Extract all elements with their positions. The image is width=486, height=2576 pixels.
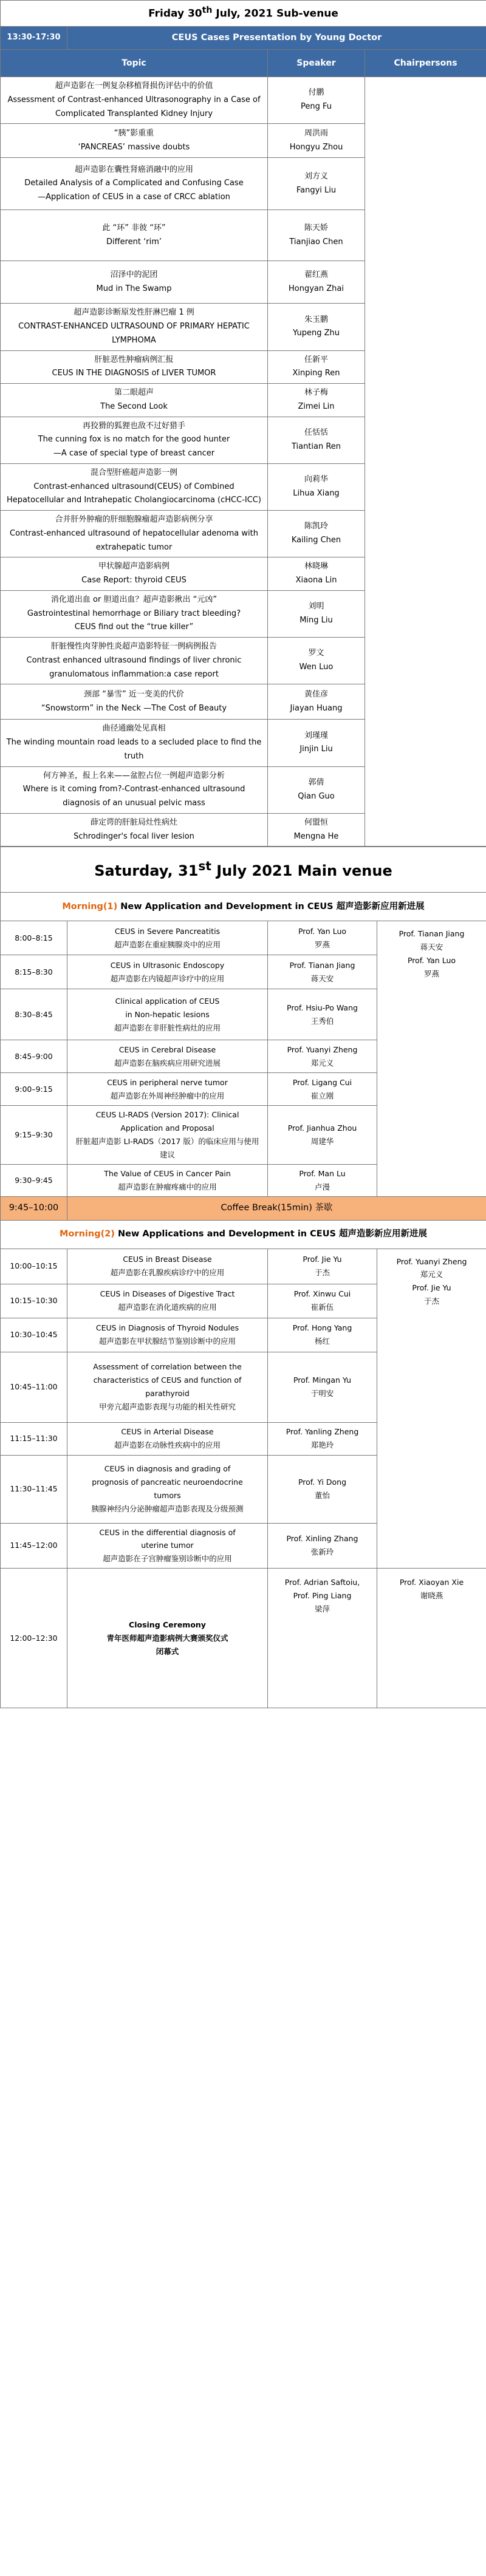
friday.rows.14.topic-line: “Snowstorm” in the Neck —The Cost of Beauty xyxy=(41,703,227,713)
chairpersons-cell xyxy=(377,1249,486,1569)
saturday.s1rows.6.speaker-line: 卢漫 xyxy=(314,1182,330,1191)
friday.rows.7.topic-line: 第二眼超声 xyxy=(114,388,154,397)
friday.rows.10.topic-line: 合并肝外肿瘤的肝细胞腺瘤超声造影病例分享 xyxy=(55,515,213,524)
speaker-cell xyxy=(268,1569,377,1708)
saturday.s2rows.6.topic-line: CEUS in the differential diagnosis of xyxy=(99,1527,236,1537)
saturday.closing.speaker-line: 梁萍 xyxy=(314,1604,330,1613)
header-chairpersons: Chairpersons xyxy=(365,50,486,77)
friday.rows.13.topic-line: Contrast enhanced ultrasound findings of liver chronic granulomatous inflammation:a case report xyxy=(26,655,242,679)
saturday.s1chairs-line: 蒋天安 xyxy=(420,942,443,952)
friday.rows.6.topic-line: CEUS IN THE DIAGNOSIS of LIVER TUMOR xyxy=(52,369,216,378)
speaker-cell xyxy=(268,766,365,813)
time-cell: 11:15–11:30 xyxy=(1,1422,67,1455)
coffee-label: Coffee Break(15min) 茶歇 xyxy=(67,1196,486,1220)
saturday.s1rows.0.topic-line: 超声造影在重症胰腺炎中的应用 xyxy=(114,939,221,949)
saturday.s1rows.1.speaker-line: Prof. Tianan Jiang xyxy=(289,960,355,970)
saturday.s2rows.5.topic-line: tumors xyxy=(154,1491,181,1500)
saturday.s1rows.2.topic-line: in Non-hepatic lesions xyxy=(125,1009,210,1019)
topic-cell xyxy=(1,350,268,384)
table-row xyxy=(1,921,486,955)
session2-title xyxy=(1,1220,486,1249)
friday.rows.10.topic-line: Contrast-enhanced ultrasound of hepatocellular adenoma with extrahepatic tumor xyxy=(10,528,258,552)
friday-title xyxy=(1,1,486,27)
friday.rows.12.topic-line: 消化道出血 or 胆道出血？超声造影揪出 “元凶” xyxy=(50,595,217,604)
friday.rows.11.topic-line: Case Report: thyroid CEUS xyxy=(81,576,187,585)
saturday.s2rows.0.speaker-line: Prof. Jie Yu xyxy=(303,1255,342,1264)
speaker-cell xyxy=(268,720,365,766)
topic-cell xyxy=(1,511,268,557)
speaker-cell xyxy=(268,590,365,637)
friday-session-time: 13:30-17:30 xyxy=(1,27,67,50)
topic-cell xyxy=(67,1422,268,1455)
friday-title-sup: th xyxy=(202,5,213,16)
speaker-cell xyxy=(268,304,365,350)
friday.rows.13.speaker-line: 罗文 xyxy=(308,649,324,658)
friday.rows.12.topic-line: CEUS find out the “true killer” xyxy=(74,622,194,632)
session2-text: New Applications and Development in CEUS 超声造影新应用新进展 xyxy=(114,1228,427,1239)
speaker-cell xyxy=(268,1106,377,1165)
saturday.s1rows.1.topic-line: CEUS in Ultrasonic Endoscopy xyxy=(110,960,225,970)
saturday.s2rows.0.speaker-line: 于杰 xyxy=(314,1268,330,1277)
saturday.s1rows.5.topic-line: 肝脏超声造影 LI-RADS（2017 版）的临床应用与使用建议 xyxy=(75,1137,259,1159)
friday.rows.5.topic-line: 超声造影诊断原发性肝淋巴瘤 1 例 xyxy=(74,308,194,318)
friday.rows.17.topic-line: Schrodinger's focal liver lesion xyxy=(74,831,194,841)
saturday.s2rows.3.topic-line: Assessment of correlation between the xyxy=(93,1362,242,1372)
topic-cell xyxy=(1,77,268,124)
saturday.s2chairs-line: 于杰 xyxy=(424,1297,440,1306)
topic-cell xyxy=(67,989,268,1040)
topic-cell xyxy=(1,158,268,210)
topic-cell xyxy=(67,1073,268,1106)
topic-cell xyxy=(67,1040,268,1073)
friday.rows.9.speaker-line: 向莉华 xyxy=(304,475,328,485)
friday.rows.0.speaker-line: Peng Fu xyxy=(300,102,332,112)
time-cell: 11:45–12:00 xyxy=(1,1523,67,1569)
topic-cell xyxy=(67,1284,268,1318)
saturday.closing.speaker-line: Prof. Ping Liang xyxy=(293,1591,352,1600)
speaker-cell xyxy=(268,1455,377,1523)
saturday.s2rows.2.speaker-line: Prof. Hong Yang xyxy=(292,1323,352,1333)
saturday.s1rows.2.topic-line: 超声造影在非肝脏性病灶的应用 xyxy=(114,1023,221,1032)
friday.rows.11.topic-line: 甲状腺超声造影病例 xyxy=(98,562,169,571)
saturday.s1rows.5.topic-line: Application and Proposal xyxy=(120,1123,214,1133)
saturday.s2rows.5.speaker-line: 董怡 xyxy=(314,1491,330,1500)
saturday.s1rows.2.speaker-line: Prof. Hsiu-Po Wang xyxy=(287,1003,358,1012)
speaker-cell xyxy=(268,921,377,955)
friday.rows.12.speaker-line: Ming Liu xyxy=(299,615,333,625)
friday.rows.0.topic-line: 超声造影在一例复杂移植肾损伤评估中的价值 xyxy=(55,81,213,90)
saturday.s2chairs-line: Prof. Jie Yu xyxy=(412,1283,451,1293)
saturday.s2rows.3.speaker-line: 于明安 xyxy=(310,1389,334,1398)
friday.rows.8.topic-line: The cunning fox is no match for the good hunter xyxy=(38,435,230,445)
time-cell: 9:15–9:30 xyxy=(1,1106,67,1165)
friday.rows.6.topic-line: 肝脏恶性肿瘤病例汇报 xyxy=(94,355,174,364)
saturday.s2rows.5.topic-line: prognosis of pancreatic neuroendocrine xyxy=(92,1477,243,1487)
friday.rows.7.speaker-line: 林子梅 xyxy=(304,388,328,397)
speaker-cell xyxy=(268,511,365,557)
saturday.closing.chairs-line: Prof. Xiaoyan Xie xyxy=(399,1578,464,1587)
saturday.s2rows.3.speaker-line: Prof. Mingan Yu xyxy=(293,1375,352,1385)
saturday.s2rows.6.topic-line: uterine tumor xyxy=(141,1541,194,1550)
friday.rows.13.speaker-line: Wen Luo xyxy=(299,663,334,672)
friday.rows.9.topic-line: Contrast-enhanced ultrasound(CEUS) of Combined Hepatocellular and Intrahepatic Cholangiocarcinoma (cHCC-ICC) xyxy=(7,482,261,505)
speaker-cell xyxy=(268,1073,377,1106)
friday.rows.13.topic-line: 肝脏慢性肉芽肿性炎超声造影特征一例病例报告 xyxy=(50,642,217,651)
topic-cell xyxy=(1,261,268,304)
session1-label: Morning(1) xyxy=(62,901,118,911)
saturday.s1rows.0.topic-line: CEUS in Severe Pancreatitis xyxy=(114,926,221,936)
saturday-title-sup: st xyxy=(198,859,211,874)
friday-header-row xyxy=(1,50,486,77)
topic-cell xyxy=(1,813,268,847)
saturday.s2rows.4.speaker-line: Prof. Yanling Zheng xyxy=(286,1427,359,1437)
chairpersons-cell xyxy=(377,921,486,1196)
friday.rows.16.topic-line: Where is it coming from?-Contrast-enhanced ultrasound diagnosis of an unusual pelvic mass xyxy=(22,785,245,808)
friday.rows.17.topic-line: 薛定谔的肝脏局灶性病灶 xyxy=(90,817,177,827)
saturday.s2rows.4.topic-line: 超声造影在动脉性疾病中的应用 xyxy=(114,1440,221,1450)
chairpersons-cell xyxy=(365,77,486,847)
coffee-break-row xyxy=(1,1196,486,1220)
speaker-cell xyxy=(268,1523,377,1569)
friday.rows.11.speaker-line: Xiaona Lin xyxy=(295,576,337,585)
saturday.s1rows.6.speaker-line: Prof. Man Lu xyxy=(299,1168,346,1178)
speaker-cell xyxy=(268,463,365,510)
topic-cell xyxy=(67,1249,268,1284)
speaker-cell xyxy=(268,384,365,417)
saturday.s2rows.3.topic-line: characteristics of CEUS and function of xyxy=(93,1375,242,1385)
friday.rows.12.topic-line: Gastrointestinal hemorrhage or Biliary tract bleeding? xyxy=(27,608,241,618)
saturday.s2rows.4.speaker-line: 郑艳玲 xyxy=(310,1440,334,1450)
closing-row xyxy=(1,1569,486,1708)
saturday-table xyxy=(0,847,486,1708)
topic-cell xyxy=(1,463,268,510)
saturday.s2rows.2.speaker-line: 杨红 xyxy=(314,1337,330,1346)
saturday.s1rows.5.topic-line: CEUS LI-RADS (Version 2017): Clinical xyxy=(95,1110,239,1120)
speaker-cell xyxy=(268,813,365,847)
speaker-cell xyxy=(268,1352,377,1422)
saturday.s1rows.4.speaker-line: Prof. Ligang Cui xyxy=(292,1077,352,1087)
speaker-cell xyxy=(268,124,365,158)
friday.rows.0.speaker-line: 付鹏 xyxy=(308,88,324,98)
topic-cell xyxy=(67,1318,268,1352)
saturday.s1rows.1.speaker-line: 蒋天安 xyxy=(310,973,334,983)
friday.rows.14.speaker-line: Jiayan Huang xyxy=(290,703,343,713)
friday.rows.15.speaker-line: Jinjin Liu xyxy=(299,745,333,754)
saturday.closing.topic-line: 闭幕式 xyxy=(156,1646,179,1656)
saturday.s2rows.2.topic-line: CEUS in Diagnosis of Thyroid Nodules xyxy=(95,1323,239,1333)
speaker-cell xyxy=(268,1422,377,1455)
topic-cell xyxy=(1,684,268,720)
friday.rows.6.speaker-line: 任新平 xyxy=(304,355,328,364)
friday-title-row xyxy=(1,1,486,27)
topic-cell xyxy=(1,384,268,417)
saturday.s1chairs-line: Prof. Tianan Jiang xyxy=(399,929,465,939)
friday.rows.3.speaker-line: Tianjiao Chen xyxy=(289,237,343,247)
topic-cell xyxy=(67,1523,268,1569)
topic-cell xyxy=(1,720,268,766)
saturday.s2rows.3.topic-line: parathyroid xyxy=(145,1389,190,1398)
saturday.closing.topic-line: 青年医师超声造影病例大赛颁奖仪式 xyxy=(106,1633,228,1643)
friday.rows.4.topic-line: 沼泽中的泥团 xyxy=(110,270,158,279)
saturday.s1rows.3.speaker-line: Prof. Yuanyi Zheng xyxy=(287,1044,358,1054)
topic-cell xyxy=(1,557,268,591)
time-cell: 9:00–9:15 xyxy=(1,1073,67,1106)
friday.rows.9.speaker-line: Lihua Xiang xyxy=(293,488,340,498)
session1-title-row xyxy=(1,893,486,921)
speaker-cell xyxy=(268,638,365,684)
table-row xyxy=(1,77,486,124)
saturday.s2rows.2.topic-line: 超声造影在甲状腺结节鉴别诊断中的应用 xyxy=(98,1337,236,1346)
speaker-cell xyxy=(268,77,365,124)
speaker-cell xyxy=(268,1249,377,1284)
time-cell: 8:30–8:45 xyxy=(1,989,67,1040)
topic-cell xyxy=(1,124,268,158)
topic-cell xyxy=(67,1106,268,1165)
saturday-title-row xyxy=(1,847,486,893)
saturday.s2rows.6.topic-line: 超声造影在子宫肿瘤鉴别诊断中的应用 xyxy=(103,1554,232,1564)
topic-cell xyxy=(67,921,268,955)
saturday.s1rows.3.topic-line: 超声造影在脑疾病应用研究进展 xyxy=(114,1058,221,1068)
saturday.s2rows.5.speaker-line: Prof. Yi Dong xyxy=(298,1477,347,1487)
saturday.s1chairs-line: 罗燕 xyxy=(424,969,440,978)
friday.rows.16.speaker-line: 郭倩 xyxy=(308,777,324,787)
time-cell: 10:45–11:00 xyxy=(1,1352,67,1422)
time-cell: 10:15–10:30 xyxy=(1,1284,67,1318)
friday.rows.14.topic-line: 颈部 “暴雪” 近一变美的代价 xyxy=(84,690,184,699)
friday-title-pre: Friday 30 xyxy=(148,7,202,20)
friday.rows.2.topic-line: Detailed Analysis of a Complicated and Confusing Case xyxy=(24,179,244,188)
saturday-title-post: July 2021 Main venue xyxy=(211,862,392,880)
speaker-cell xyxy=(268,989,377,1040)
friday.rows.8.topic-line: 再狡猾的狐狸也敌不过好猎手 xyxy=(82,421,185,431)
friday.rows.15.topic-line: The winding mountain road leads to a secluded place to find the truth xyxy=(6,738,262,761)
friday.rows.15.topic-line: 曲径通幽处见真相 xyxy=(102,724,166,734)
saturday.s1rows.2.speaker-line: 王秀伯 xyxy=(310,1016,334,1026)
topic-cell xyxy=(1,304,268,350)
friday.rows.12.speaker-line: 刘明 xyxy=(308,602,324,612)
closing-topic-cell xyxy=(67,1569,268,1708)
speaker-cell xyxy=(268,955,377,989)
friday.rows.1.topic-line: ‘PANCREAS’ massive doubts xyxy=(78,142,190,152)
friday.rows.17.speaker-line: Mengna He xyxy=(293,831,339,841)
friday.rows.10.speaker-line: 陈凯玲 xyxy=(304,522,328,531)
saturday.s2rows.4.topic-line: CEUS in Arterial Disease xyxy=(121,1427,214,1437)
friday.rows.3.speaker-line: 陈天娇 xyxy=(304,223,328,233)
speaker-cell xyxy=(268,684,365,720)
friday.rows.4.speaker-line: Hongyan Zhai xyxy=(289,284,344,293)
time-cell: 11:30–11:45 xyxy=(1,1455,67,1523)
saturday.s2rows.0.topic-line: CEUS in Breast Disease xyxy=(123,1255,212,1264)
saturday.s1rows.5.speaker-line: Prof. Jianhua Zhou xyxy=(287,1123,357,1133)
saturday.s2rows.1.speaker-line: Prof. Xinwu Cui xyxy=(293,1289,351,1299)
saturday.s1rows.3.topic-line: CEUS in Cerebral Disease xyxy=(118,1044,216,1054)
saturday.s2rows.3.topic-line: 甲旁亢超声造影表现与功能的相关性研究 xyxy=(98,1402,236,1411)
header-topic: Topic xyxy=(1,50,268,77)
friday.rows.16.topic-line: 何方神圣，报上名来——盆腔占位一例超声造影分析 xyxy=(43,771,225,780)
saturday.closing.chairs-line: 谢晓燕 xyxy=(420,1591,443,1600)
saturday.s2rows.1.topic-line: 超声造影在消化道疾病的应用 xyxy=(118,1303,217,1312)
friday.rows.10.speaker-line: Kailing Chen xyxy=(291,536,341,545)
friday-title-post: July, 2021 Sub-venue xyxy=(212,7,338,20)
friday.rows.3.topic-line: 此 “环” 非彼 “环” xyxy=(102,223,166,233)
saturday.closing.topic-line: Closing Ceremony xyxy=(129,1620,206,1629)
saturday.s2rows.6.speaker-line: 张新玲 xyxy=(310,1547,334,1557)
topic-cell xyxy=(1,638,268,684)
time-cell: 8:00–8:15 xyxy=(1,921,67,955)
friday.rows.17.speaker-line: 何盟恒 xyxy=(304,817,328,827)
saturday.s2rows.0.topic-line: 超声造影在乳腺疾病诊疗中的应用 xyxy=(110,1268,225,1277)
friday.rows.8.speaker-line: 任恬恬 xyxy=(304,428,328,437)
topic-cell xyxy=(1,210,268,261)
session1-title xyxy=(1,893,486,921)
saturday.s1rows.5.speaker-line: 周建华 xyxy=(310,1137,334,1146)
friday.rows.6.speaker-line: Xinping Ren xyxy=(292,369,340,378)
time-cell: 10:00–10:15 xyxy=(1,1249,67,1284)
table-row xyxy=(1,1249,486,1284)
speaker-cell xyxy=(268,210,365,261)
friday.rows.1.speaker-line: 周洪雨 xyxy=(304,129,328,138)
friday.rows.2.speaker-line: 刘方义 xyxy=(304,172,328,181)
friday-session-row xyxy=(1,27,486,50)
saturday.s2rows.5.topic-line: CEUS in diagnosis and grading of xyxy=(104,1464,231,1474)
speaker-cell xyxy=(268,1164,377,1196)
speaker-cell xyxy=(268,1284,377,1318)
saturday.s2rows.6.speaker-line: Prof. Xinling Zhang xyxy=(286,1534,358,1544)
friday.rows.5.topic-line: CONTRAST-ENHANCED ULTRASOUND OF PRIMARY HEPATIC LYMPHOMA xyxy=(18,322,250,345)
saturday.s1chairs-line: Prof. Yan Luo xyxy=(407,956,456,965)
saturday.s1rows.2.topic-line: Clinical application of CEUS xyxy=(115,996,220,1006)
friday.rows.2.speaker-line: Fangyi Liu xyxy=(296,185,337,195)
friday-table xyxy=(0,0,486,847)
topic-cell xyxy=(67,1352,268,1422)
session2-title-row xyxy=(1,1220,486,1249)
topic-cell xyxy=(1,417,268,463)
saturday.s1rows.4.topic-line: 超声造影在外周神经肿瘤中的应用 xyxy=(110,1091,225,1100)
saturday.s2rows.5.topic-line: 胰腺神经内分泌肿瘤超声造影表现及分级预测 xyxy=(91,1504,244,1513)
speaker-cell xyxy=(268,417,365,463)
time-cell: 10:30–10:45 xyxy=(1,1318,67,1352)
saturday.s2chairs-line: Prof. Yuanyi Zheng xyxy=(396,1256,467,1266)
topic-cell xyxy=(67,1164,268,1196)
saturday-title xyxy=(1,847,486,893)
speaker-cell xyxy=(268,557,365,591)
friday.rows.4.speaker-line: 翟红燕 xyxy=(304,270,328,279)
friday.rows.7.topic-line: The Second Look xyxy=(100,401,168,411)
session2-label: Morning(2) xyxy=(60,1228,115,1239)
speaker-cell xyxy=(268,1318,377,1352)
saturday.s1rows.4.speaker-line: 崔立刚 xyxy=(310,1091,334,1100)
friday.rows.1.speaker-line: Hongyu Zhou xyxy=(289,142,343,152)
saturday.s1rows.6.topic-line: The Value of CEUS in Cancer Pain xyxy=(104,1168,231,1178)
saturday.s1rows.0.speaker-line: Prof. Yan Luo xyxy=(298,926,347,936)
saturday.s1rows.6.topic-line: 超声造影在肿瘤疼痛中的应用 xyxy=(118,1182,217,1191)
saturday.s1rows.3.speaker-line: 郑元义 xyxy=(310,1058,334,1068)
speaker-cell xyxy=(268,1040,377,1073)
speaker-cell xyxy=(268,350,365,384)
time-cell: 8:15–8:30 xyxy=(1,955,67,989)
saturday.s1rows.1.topic-line: 超声造影在内镜超声诊疗中的应用 xyxy=(110,973,225,983)
saturday.s1rows.4.topic-line: CEUS in peripheral nerve tumor xyxy=(107,1077,228,1087)
friday.rows.0.topic-line: Assessment of Contrast-enhanced Ultrasonography in a Case of Complicated Transplanted Kidney Injury xyxy=(7,95,261,118)
time-cell: 8:45–9:00 xyxy=(1,1040,67,1073)
topic-cell xyxy=(67,955,268,989)
speaker-cell xyxy=(268,261,365,304)
friday.rows.14.speaker-line: 黄佳彦 xyxy=(304,690,328,699)
friday.rows.8.topic-line: —A case of special type of breast cancer xyxy=(53,449,215,458)
time-cell: 9:30–9:45 xyxy=(1,1164,67,1196)
saturday.s2rows.1.speaker-line: 崔新伍 xyxy=(310,1303,334,1312)
friday-session-title: CEUS Cases Presentation by Young Doctor xyxy=(67,27,486,50)
saturday.s2chairs-line: 郑元义 xyxy=(420,1270,443,1279)
friday.rows.5.speaker-line: Yupeng Zhu xyxy=(293,329,340,338)
speaker-cell xyxy=(268,158,365,210)
friday.rows.8.speaker-line: Tiantian Ren xyxy=(291,441,341,451)
friday.rows.1.topic-line: “胰”影重重 xyxy=(114,129,154,138)
time-cell: 12:00–12:30 xyxy=(1,1569,67,1708)
friday.rows.2.topic-line: —Application of CEUS in a case of CRCC ablation xyxy=(38,193,230,202)
saturday.s2rows.1.topic-line: CEUS in Diseases of Digestive Tract xyxy=(100,1289,235,1299)
friday.rows.11.speaker-line: 林晓琳 xyxy=(304,562,328,571)
session1-text: New Application and Development in CEUS 超声造影新应用新进展 xyxy=(117,901,425,911)
header-speaker: Speaker xyxy=(268,50,365,77)
friday.rows.5.speaker-line: 朱玉鹏 xyxy=(304,315,328,324)
topic-cell xyxy=(1,590,268,637)
coffee-time: 9:45–10:00 xyxy=(1,1196,67,1220)
chairpersons-cell xyxy=(377,1569,486,1708)
saturday.s1rows.0.speaker-line: 罗燕 xyxy=(314,939,330,949)
friday.rows.2.topic-line: 超声造影在囊性肾癌消融中的应用 xyxy=(74,165,193,174)
friday.rows.4.topic-line: Mud in The Swamp xyxy=(96,284,172,293)
saturday-title-pre: Saturday, 31 xyxy=(94,862,199,880)
friday.rows.15.speaker-line: 刘瑾瑾 xyxy=(304,731,328,740)
saturday.closing.speaker-line: Prof. Adrian Saftoiu, xyxy=(284,1578,360,1587)
friday.rows.3.topic-line: Different ‘rim’ xyxy=(106,237,162,247)
friday.rows.16.speaker-line: Qian Guo xyxy=(298,791,335,801)
friday.rows.9.topic-line: 混合型肝癌超声造影一例 xyxy=(90,468,177,477)
friday.rows.7.speaker-line: Zimei Lin xyxy=(298,401,335,411)
topic-cell xyxy=(67,1455,268,1523)
topic-cell xyxy=(1,766,268,813)
